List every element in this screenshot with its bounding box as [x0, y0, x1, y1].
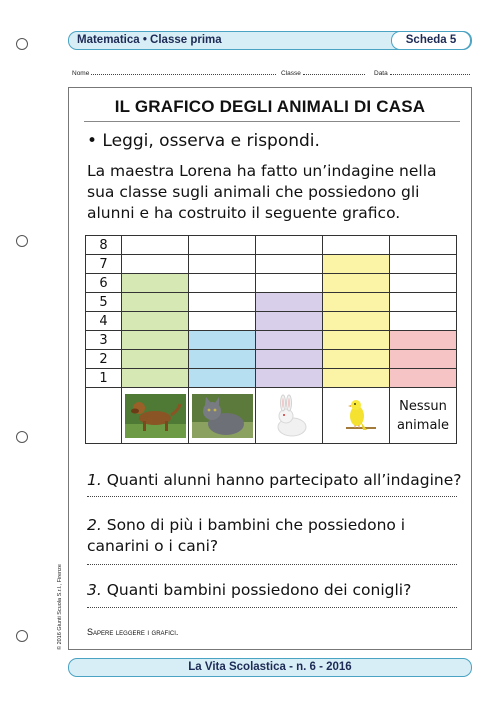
question-text: Quanti bambini possiedono dei conigli?	[106, 581, 412, 599]
empty-cell	[390, 293, 457, 312]
bar-segment-blue	[189, 369, 256, 388]
bar-segment-yellow	[323, 369, 390, 388]
instruction: • Leggi, osserva e rispondi.	[87, 131, 320, 151]
empty-cell	[122, 255, 189, 274]
copyright-note: © 2016 Giunti Scuola S.r.l., Firenze	[57, 564, 63, 650]
category-rabbit	[256, 388, 323, 444]
chart-row	[86, 293, 457, 312]
question-text: Quanti alunni hanno partecipato all’indagine?	[106, 471, 462, 489]
bar-segment-purple	[256, 350, 323, 369]
empty-cell	[256, 236, 323, 255]
date-label: Data	[374, 70, 388, 77]
canary-photo-icon	[326, 394, 387, 438]
answer-line-2[interactable]	[87, 564, 457, 565]
chart-corner	[86, 388, 122, 444]
question-number: 1.	[87, 471, 102, 489]
bar-segment-green	[122, 350, 189, 369]
chart-row	[86, 274, 457, 293]
binder-hole	[16, 38, 28, 50]
y-tick-label: 1	[86, 369, 122, 388]
bar-segment-yellow	[323, 274, 390, 293]
empty-cell	[189, 236, 256, 255]
class-field	[281, 68, 365, 77]
category-dog	[122, 388, 189, 444]
binder-hole	[16, 630, 28, 642]
empty-cell	[390, 255, 457, 274]
bar-segment-green	[122, 312, 189, 331]
skill-note: Sapere leggere i grafici.	[87, 627, 179, 637]
question-number: 3.	[87, 581, 102, 599]
empty-cell	[390, 274, 457, 293]
empty-cell	[323, 236, 390, 255]
chart-row	[86, 331, 457, 350]
name-field	[72, 68, 276, 77]
bar-segment-purple	[256, 293, 323, 312]
bar-segment-yellow	[323, 331, 390, 350]
y-tick-label: 6	[86, 274, 122, 293]
y-tick-label: 4	[86, 312, 122, 331]
animal-chart	[85, 235, 457, 444]
question-1	[87, 470, 467, 491]
none-label-line1: Nessun	[399, 398, 447, 414]
bar-segment-yellow	[323, 312, 390, 331]
bar-segment-purple	[256, 312, 323, 331]
bar-segment-green	[122, 369, 189, 388]
page-title: IL GRAFICO DEGLI ANIMALI DI CASA	[114, 97, 426, 116]
question-text: Sono di più i bambini che possiedono i canarini o i cani?	[87, 516, 406, 555]
date-line	[390, 68, 470, 75]
category-none	[390, 388, 457, 444]
bar-segment-purple	[256, 331, 323, 350]
question-3	[87, 580, 467, 601]
sheet-label: Scheda 5	[391, 31, 471, 50]
question-2	[87, 515, 467, 557]
subject-label: Matematica • Classe prima	[77, 34, 222, 46]
answer-line-1[interactable]	[87, 496, 457, 497]
dog-photo-icon	[125, 394, 186, 438]
empty-cell	[390, 236, 457, 255]
chart-row	[86, 350, 457, 369]
empty-cell	[122, 236, 189, 255]
class-line	[303, 68, 365, 75]
bar-segment-green	[122, 293, 189, 312]
chart-row	[86, 236, 457, 255]
bar-segment-yellow	[323, 255, 390, 274]
y-tick-label: 8	[86, 236, 122, 255]
empty-cell	[256, 255, 323, 274]
bar-segment-pink	[390, 350, 457, 369]
empty-cell	[189, 255, 256, 274]
empty-cell	[256, 274, 323, 293]
date-field	[374, 68, 470, 77]
rabbit-photo-icon	[259, 394, 320, 438]
name-label: Nome	[72, 70, 90, 77]
binder-hole	[16, 431, 28, 443]
empty-cell	[390, 312, 457, 331]
bar-segment-green	[122, 274, 189, 293]
bar-segment-blue	[189, 331, 256, 350]
y-tick-label: 3	[86, 331, 122, 350]
bar-segment-purple	[256, 369, 323, 388]
category-canary	[323, 388, 390, 444]
empty-cell	[189, 293, 256, 312]
intro-text: La maestra Lorena ha fatto un’indagine nella sua classe sugli animali che possiedono gli alunni e ha costruito il seguente grafico.	[87, 162, 437, 222]
bar-segment-yellow	[323, 293, 390, 312]
y-tick-label: 5	[86, 293, 122, 312]
empty-cell	[189, 312, 256, 331]
bar-segment-green	[122, 331, 189, 350]
binder-hole	[16, 235, 28, 247]
bar-segment-blue	[189, 350, 256, 369]
name-line	[91, 68, 276, 75]
chart-row	[86, 255, 457, 274]
header-bar	[68, 31, 472, 50]
class-label: Classe	[281, 70, 301, 77]
category-cat	[189, 388, 256, 444]
answer-line-3[interactable]	[87, 607, 457, 608]
bar-segment-pink	[390, 369, 457, 388]
chart-row	[86, 312, 457, 331]
empty-cell	[189, 274, 256, 293]
y-tick-label: 2	[86, 350, 122, 369]
y-tick-label: 7	[86, 255, 122, 274]
question-number: 2.	[87, 516, 102, 534]
chart-row	[86, 369, 457, 388]
cat-photo-icon	[192, 394, 253, 438]
none-label-line2: animale	[396, 417, 450, 433]
title-underline	[84, 121, 460, 122]
bar-segment-yellow	[323, 350, 390, 369]
footer-bar: La Vita Scolastica - n. 6 - 2016	[68, 658, 472, 677]
bar-segment-pink	[390, 331, 457, 350]
